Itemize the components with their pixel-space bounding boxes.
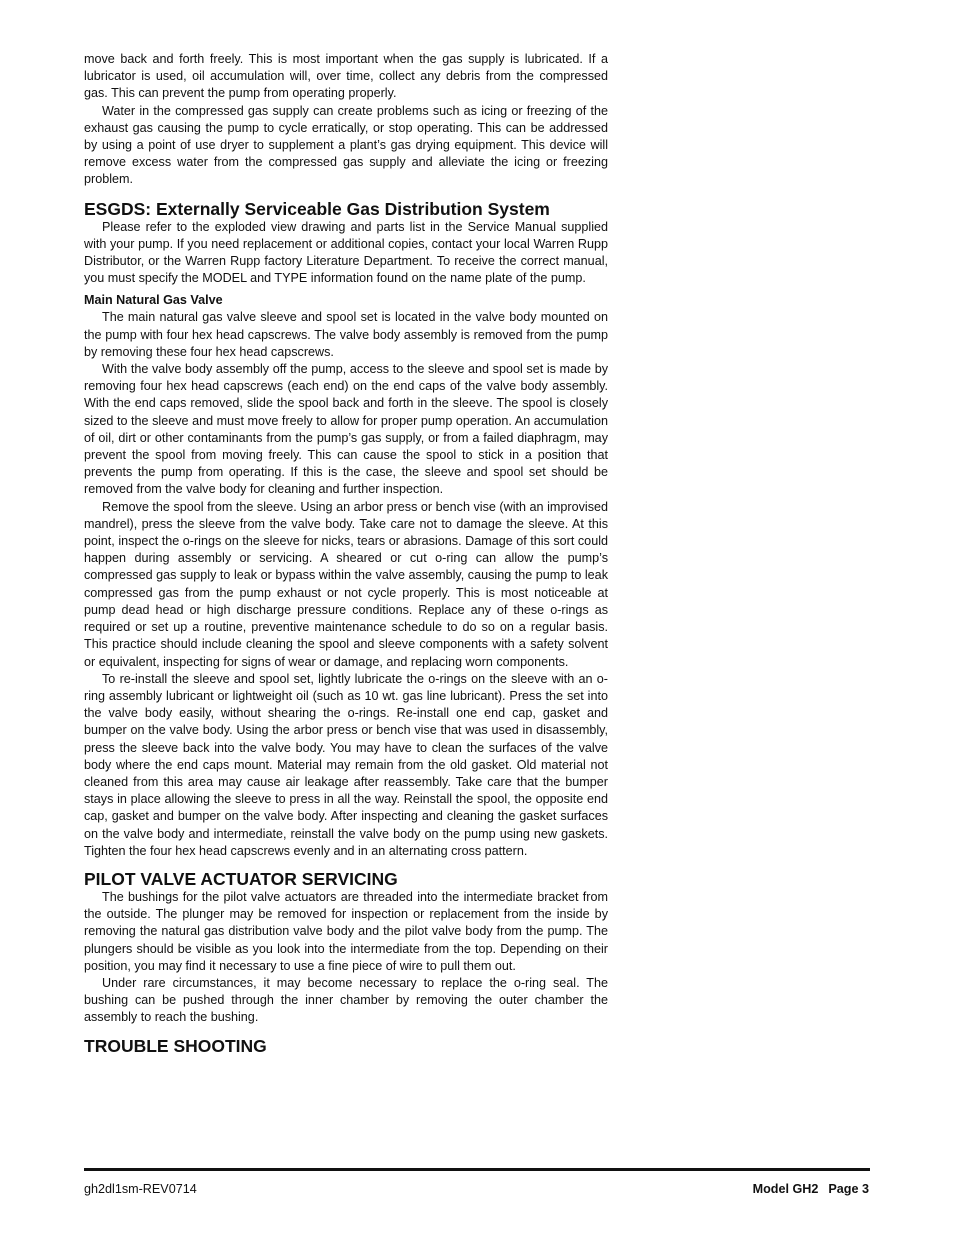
footer-divider — [84, 1168, 870, 1171]
paragraph-lubricator: move back and forth freely. This is most important when the gas supply is lubricated. If a lubricator is used, oil accumulation will, over time, collect any debris from the compressed gas. This can prevent the pump from operating properly. — [84, 52, 608, 101]
paragraph-service-manual: Please refer to the exploded view drawing and parts list in the Service Manual supplied with your pump. If you need replacement or additional copies, contact your local Warren Rupp Distributor, or the Warren Rupp factory Literature Department. To receive the correct manual, you must specify the MODEL and TYPE information found on the name plate of the pump. — [84, 219, 608, 286]
paragraph-valve-location: The main natural gas valve sleeve and spool set is located in the valve body mounted on the pump with four hex head capscrews. The valve body assembly is removed from the pump by removing these four hex head capscrews. — [84, 310, 608, 359]
section-heading-esgds: ESGDS: Externally Serviceable Gas Distribution System — [84, 198, 550, 219]
page-content — [84, 51, 608, 1056]
paragraph-reinstall: To re-install the sleeve and spool set, lightly lubricate the o-rings on the sleeve with an o-ring assembly lubricant or lightweight oil (such as 10 wt. gas line lubricant). Press the set into the valve body easily, without shearing the o-rings. Re-install one end cap, gasket and bumper on the valve body. Using the arbor press or bench vise that was used in disassembly, press the sleeve back into the valve body. You may have to clean the surfaces of the valve body where the end caps mount. Material may remain from the old gasket. Old material not cleaned from this area may cause air leakage after reassembly. Take care that the bumper stays in place allowing the sleeve to press in all the way. Reinstall the spool, the opposite end cap, gasket and bumper on the valve body. After inspecting and cleaning the gasket surfaces on the valve body and intermediate, reinstall the valve body on the pump using new gaskets. Tighten the four hex head capscrews evenly and in an alternating cross pattern. — [84, 671, 608, 858]
footer-model: Model GH2 — [752, 1182, 819, 1196]
footer-doc-code: gh2dl1sm-REV0714 — [84, 1182, 197, 1196]
paragraph-bushings: The bushings for the pilot valve actuators are threaded into the intermediate bracket from the outside. The plunger may be removed for inspection or replacement from the inside by removing the natural gas distribution valve body and the pilot valve body from the pump. The plungers should be visible as you look into the intermediate from the top. Depending on their position, you may find it necessary to use a fine piece of wire to pull them out. — [84, 889, 608, 973]
subheading-main-natural-gas-valve: Main Natural Gas Valve — [84, 293, 223, 308]
footer-page-number: Page 3 — [828, 1182, 869, 1196]
paragraph-water-icing: Water in the compressed gas supply can create problems such as icing or freezing of the exhaust gas causing the pump to cycle erratically, or stop operating. This can be addressed by using a point of use dryer to supplement a plant’s gas drying equipment. This device will remove excess water from the compressed gas supply and alleviate the icing or freezing problem. — [84, 103, 608, 187]
paragraph-spool-access: With the valve body assembly off the pump, access to the sleeve and spool set is made by removing four hex head capscrews (each end) on the end caps of the valve body assembly. With the end caps removed, slide the spool back and forth in the sleeve. The spool is closely sized to the sleeve and must move freely to allow for proper pump operation. An accumulation of oil, dirt or other contaminants from the pump’s gas supply, or from a failed diaphragm, may prevent the spool from moving freely. This can cause the spool to stick in a position that prevents the pump from operating. If this is the case, the sleeve and spool set should be removed from the valve body for cleaning and further inspection. — [84, 362, 608, 497]
footer-model-page — [753, 1182, 869, 1196]
paragraph-remove-spool: Remove the spool from the sleeve. Using an arbor press or bench vise (with an improvised mandrel), press the sleeve from the valve body. Take care not to damage the sleeve. At this point, inspect the o-rings on the sleeve for nicks, tears or abrasions. Damage of this sort could happen during assembly or servicing. A sheared or cut o-ring can allow the pump’s compressed gas supply to leak or bypass within the valve assembly, causing the pump to leak compressed gas from the pump exhaust or not cycle properly. This is most noticeable at pump dead head or high discharge pressure conditions. Replace any of these o-rings as required or set up a routine, preventive maintenance schedule to do so on a regular basis. This practice should include cleaning the spool and sleeve components with a safety solvent or equivalent, inspecting for signs of wear or damage, and replacing worn components. — [84, 499, 608, 669]
section-heading-pilot-valve: PILOT VALVE ACTUATOR SERVICING — [84, 868, 398, 889]
paragraph-o-ring-seal: Under rare circumstances, it may become necessary to replace the o-ring seal. The bushing can be pushed through the inner chamber by removing the outer chamber the assembly to reach the bushing. — [84, 975, 608, 1025]
section-heading-trouble-shooting: TROUBLE SHOOTING — [84, 1035, 267, 1056]
